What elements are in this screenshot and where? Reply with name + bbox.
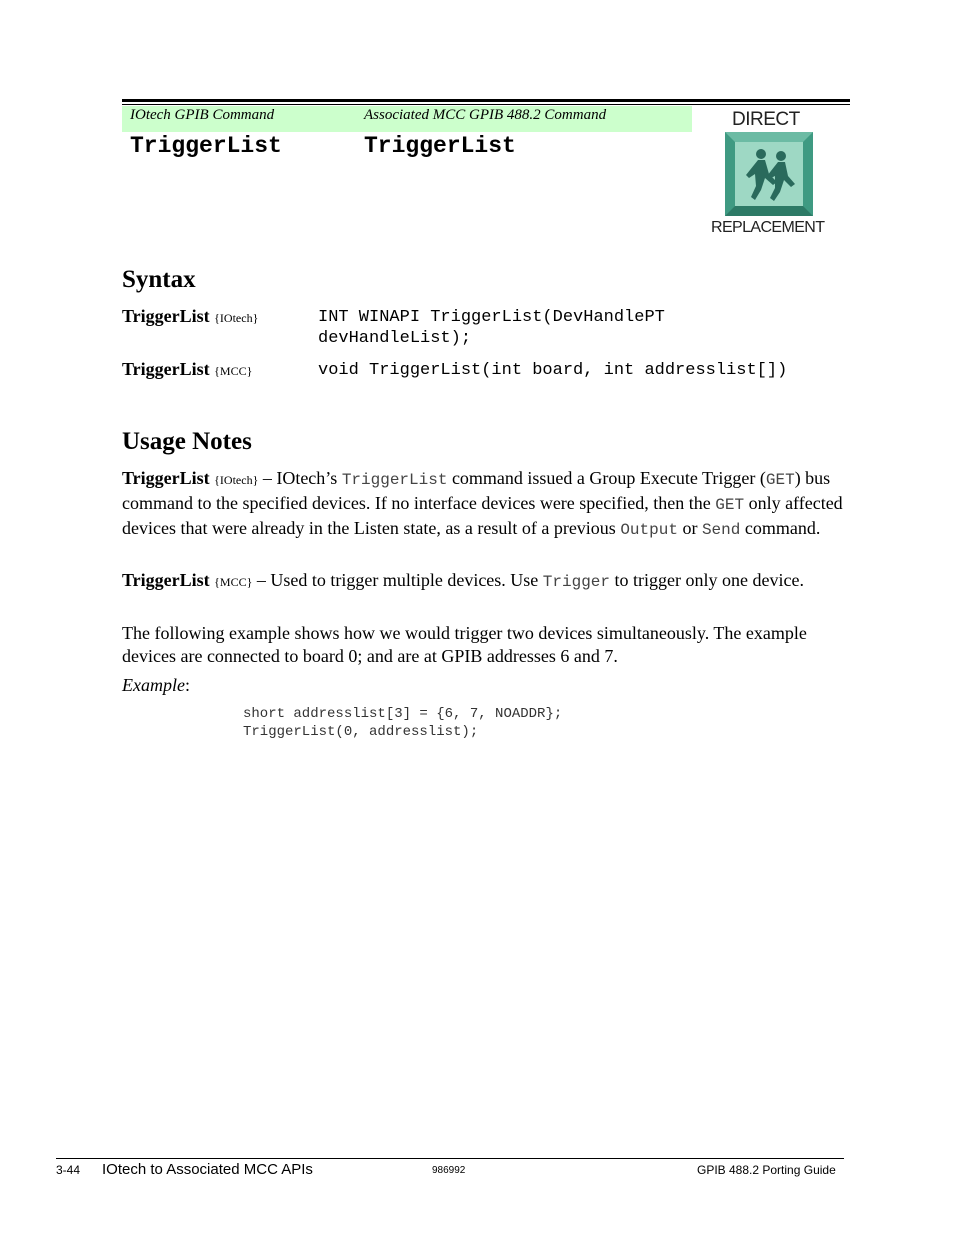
- code-line: devHandleList);: [318, 329, 472, 348]
- code-line: void TriggerList(int board, int addresslist[]): [318, 361, 788, 380]
- syntax-row-mcc-code: [318, 360, 787, 381]
- text: command.: [740, 518, 821, 538]
- logo-bottom-text: REPLACEMENT: [711, 219, 825, 236]
- footer-page-number: 3-44: [56, 1163, 81, 1177]
- example-label-text: Example: [122, 675, 185, 695]
- running-figures-icon: [725, 132, 813, 216]
- usage-notes-heading: Usage Notes: [122, 428, 252, 455]
- mcc-command-name: TriggerList: [364, 133, 516, 159]
- example-label: [122, 674, 846, 697]
- usage-paragraph-example-intro: The following example shows how we would trigger two devices simultaneously. The example devices are connected to board 0; and are at GPIB addresses 6 and 7.: [122, 623, 807, 666]
- syntax-row-iotech-code: [318, 307, 665, 349]
- usage-name: TriggerList: [122, 570, 210, 590]
- colon: :: [184, 675, 190, 695]
- code-line: TriggerList(0, addresslist);: [243, 724, 479, 740]
- footer-doc-number: 986992: [432, 1165, 466, 1176]
- text: to trigger only one device.: [610, 570, 804, 590]
- mcc-command-label: Associated MCC GPIB 488.2 Command: [364, 107, 607, 123]
- syntax-qualifier: {IOtech}: [214, 311, 259, 325]
- usage-paragraph-iotech: [122, 467, 846, 542]
- logo-top-text: DIRECT: [732, 109, 800, 130]
- text: or: [677, 518, 702, 538]
- usage-qualifier: {IOtech}: [214, 473, 259, 487]
- text: IOtech’s: [276, 468, 342, 488]
- footer-section-title: IOtech to Associated MCC APIs: [102, 1161, 313, 1178]
- text: command issued a Group Execute Trigger (: [447, 468, 766, 488]
- text: ) bus command to the specified devices. If no interface devices were specified, then the: [122, 468, 831, 513]
- header-rule-thick: [122, 99, 850, 102]
- inline-code: Trigger: [542, 573, 611, 591]
- usage-paragraph-mcc: [122, 569, 846, 594]
- example-code-block: [243, 705, 562, 741]
- header-rule-thin: [122, 104, 850, 105]
- footer-guide-title: GPIB 488.2 Porting Guide: [697, 1163, 836, 1177]
- inline-code: Send: [701, 521, 741, 539]
- syntax-row-mcc-label: [122, 359, 252, 380]
- inline-code: Output: [620, 521, 678, 539]
- text: only affected devices that were already in the Listen state, as a result of a previous: [122, 493, 843, 538]
- syntax-qualifier: {MCC}: [214, 364, 253, 378]
- direct-replacement-logo: [708, 107, 832, 239]
- usage-name: TriggerList: [122, 468, 210, 488]
- inline-code: TriggerList: [341, 471, 448, 489]
- syntax-heading: Syntax: [122, 266, 196, 293]
- code-line: short addresslist[3] = {6, 7, NOADDR};: [243, 706, 563, 722]
- usage-qualifier: {MCC}: [214, 575, 253, 589]
- iotech-command-label: IOtech GPIB Command: [130, 107, 275, 123]
- dash: –: [252, 570, 271, 590]
- syntax-name: TriggerList: [122, 359, 210, 379]
- inline-code: GET: [715, 496, 745, 514]
- footer-rule: [56, 1158, 844, 1159]
- iotech-command-name: TriggerList: [130, 133, 282, 159]
- text: Used to trigger multiple devices. Use: [270, 570, 543, 590]
- inline-code: GET: [765, 471, 795, 489]
- dash: –: [258, 468, 277, 488]
- code-line: INT WINAPI TriggerList(DevHandlePT: [318, 308, 665, 327]
- syntax-name: TriggerList: [122, 306, 210, 326]
- syntax-row-iotech-label: [122, 306, 258, 327]
